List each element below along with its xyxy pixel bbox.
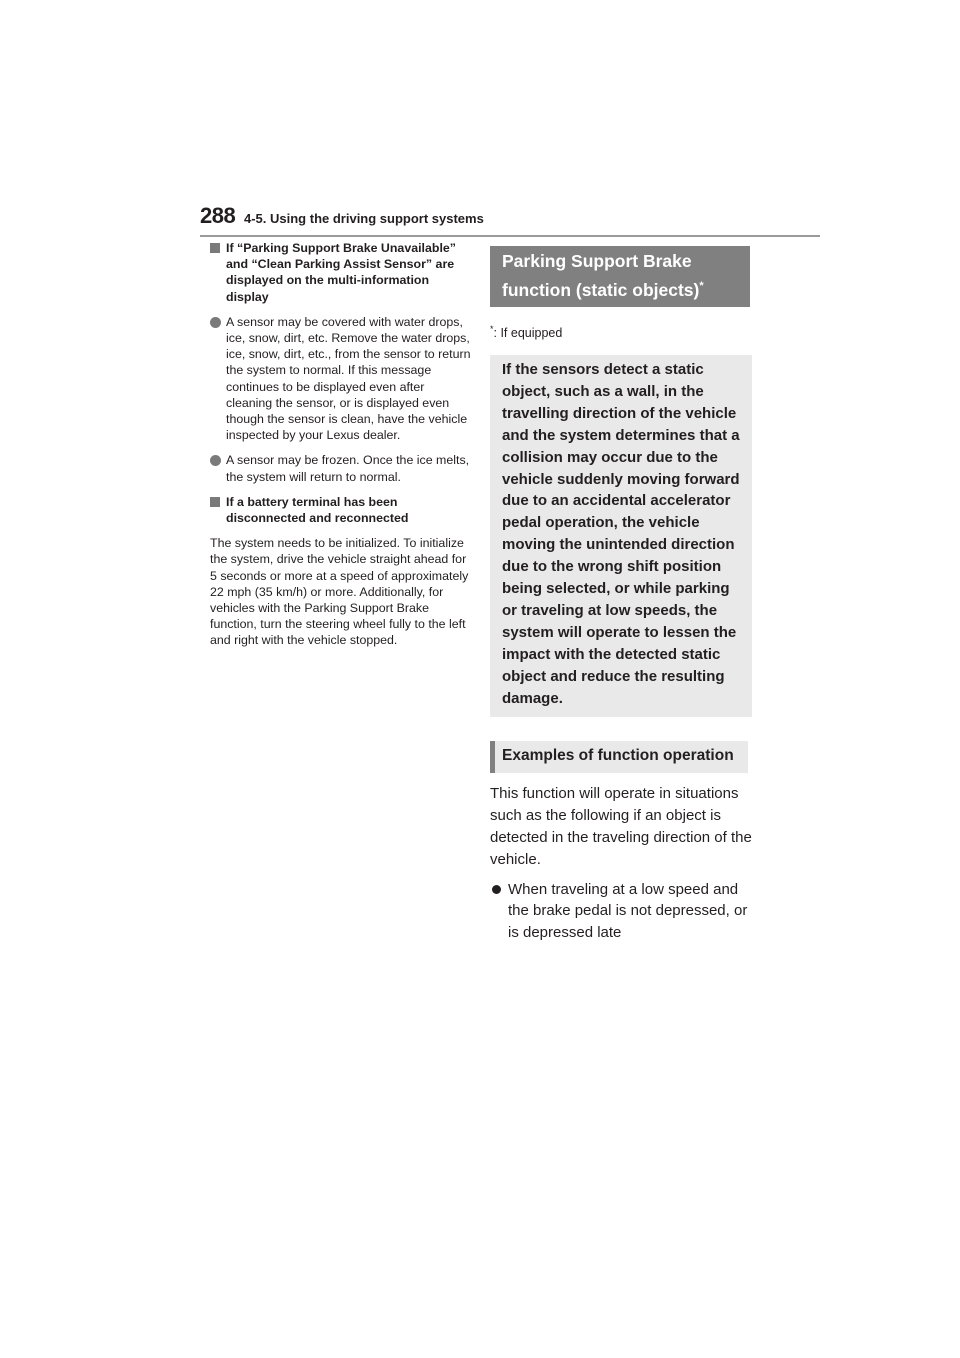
body-paragraph: The system needs to be initialized. To initialize the system, drive the vehicle straight ahead for 5 seconds or more at a speed of approximately 22 mph (35 km/h) or more. Additionally, for vehicles with the Parking Support Brake function, turn the steering wheel fully to the left and right with the vehicle stopped. (210, 536, 469, 648)
asterisk-mark: * (699, 280, 704, 292)
list-item-text: A sensor may be frozen. Once the ice melts, the system will return to normal. (226, 453, 470, 484)
list-item-text: When traveling at a low speed and the brake pedal is not depressed, or is depressed late (508, 880, 748, 942)
section-heading-box (490, 246, 750, 307)
summary-text: If the sensors detect a static object, such as a wall, in the travelling direction of the vehicle and the system determines that a collision may occur due to the vehicle suddenly moving forward due to an accidental accelerator pedal operation, the vehicle moving the unintended direction due to the wrong shift position being selected, or while parking or traveling at low speeds, the system will operate to lessen the impact with the detected static object and reduce the resulting damage. (502, 360, 740, 707)
circle-bullet-icon (210, 317, 221, 328)
right-column (490, 246, 752, 944)
page-header (200, 203, 820, 237)
square-bullet-icon (210, 497, 220, 507)
square-bullet-icon (210, 243, 220, 253)
body-paragraph: This function will operate in situations such as the following if an object is detected in the traveling direction of the vehicle. (490, 785, 752, 868)
subsection-heading: Examples of function operation (502, 747, 734, 765)
circle-bullet-icon (210, 455, 221, 466)
footnote-mark: * (490, 323, 494, 334)
note-heading-text: If “Parking Support Brake Unavailable” and “Clean Parking Assist Sensor” are displayed on the multi-information display (226, 241, 456, 304)
list-item (210, 314, 472, 444)
section-title: 4-5. Using the driving support systems (244, 211, 484, 226)
list-item (210, 452, 472, 484)
dot-bullet-icon (492, 885, 501, 894)
note-heading (210, 240, 472, 305)
summary-box (490, 355, 752, 718)
footnote (490, 321, 752, 341)
note-heading (210, 494, 472, 526)
list-item (490, 879, 752, 944)
left-column (210, 240, 472, 649)
note-heading-text: If a battery terminal has been disconnected and reconnected (226, 494, 409, 526)
subsection-heading-box (490, 741, 748, 773)
section-heading: Parking Support Brake function (static objects) (502, 251, 700, 300)
footnote-text: : If equipped (493, 325, 563, 340)
list-item-text: A sensor may be covered with water drops, ice, snow, dirt, etc. Remove the water drops, ice, snow, dirt, etc., from the sensor to return the system to normal. If this message continues to be displayed even after cleaning the sensor, or is displayed even though the sensor is clean, have the vehicle inspected by your Lexus dealer. (226, 314, 471, 443)
page-number: 288 (200, 203, 236, 228)
